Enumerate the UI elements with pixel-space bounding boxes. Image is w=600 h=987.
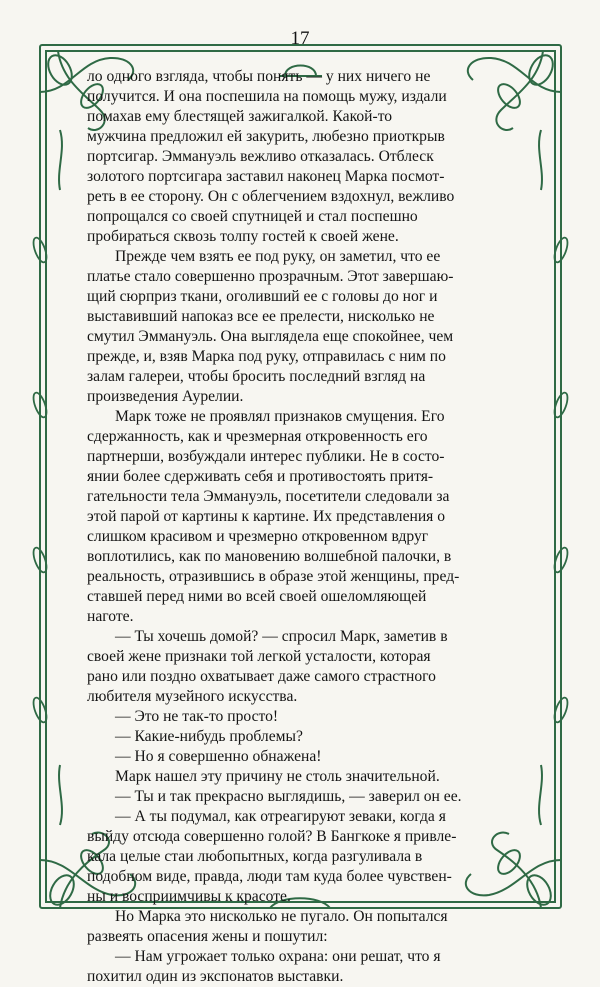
text-line: золотого портсигара заставил наконец Марка посмот- [87, 168, 445, 185]
text-line: попрощался со своей спутницей и стал поспешно [87, 208, 418, 225]
text-line: пробираться сквозь толпу гостей к своей жене. [87, 228, 399, 245]
text-line: сдержанность, как и чрезмерная откровенность его [87, 428, 428, 445]
text-line: реть в ее сторону. Он с облегчением вздохнул, вежливо [87, 188, 455, 205]
text-line: слишком красивом и чрезмерно откровенном вдруг [87, 528, 429, 545]
text-line: рано или поздно охватывает даже самого страстного [87, 668, 436, 685]
text-line: похитил один из экспонатов выставки. [87, 968, 344, 985]
text-line: щий сюрприз ткани, оголивший ее с головы до ног и [87, 288, 438, 305]
text-line: прежде, и, взяв Марка под руку, отправилась с ним по [87, 348, 446, 365]
text-line: платье стало совершенно прозрачным. Этот завершаю- [87, 268, 454, 285]
text-line: Марк тоже не проявлял признаков смущения. Его [115, 408, 445, 425]
text-line: своей жене признаки той легкой усталости, которая [87, 648, 431, 665]
text-line: получится. И она поспешила на помощь мужу, издали [87, 88, 447, 105]
text-line: мужчина предложил ей закурить, любезно приоткрыв [87, 128, 445, 145]
text-line: выйду отсюда совершенно голой? В Бангкоке я привле- [87, 828, 457, 845]
text-line: янии более сдерживать себя и противостоять притя- [87, 468, 434, 485]
text-line: ло одного взгляда, чтобы понять — у них ничего не [87, 68, 431, 85]
text-line: — Какие-нибудь проблемы? [115, 728, 303, 745]
text-line: — Это не так-то просто! [115, 708, 279, 725]
text-line: наготе. [87, 608, 134, 625]
text-line: Но Марка это нисколько не пугало. Он попытался [115, 908, 448, 925]
text-line: реальность, отразившись в образе этой женщины, пред- [87, 568, 460, 585]
text-line: подобном виде, правда, люди там куда более чувствен- [87, 868, 452, 885]
text-line: — А ты подумал, как отреагируют зеваки, когда я [115, 808, 446, 825]
text-line: выставивший напоказ все ее прелести, нисколько не [87, 308, 435, 325]
text-line: ставшей перед ними во всей своей ошеломляющей [87, 588, 427, 605]
text-line: воплотились, как по мановению волшебной палочки, в [87, 548, 452, 565]
text-line: — Нам угрожает только охрана: они решат, что я [115, 948, 441, 965]
text-line: кала целые стаи любопытных, когда разгуливала в [87, 848, 423, 865]
text-line: — Но я совершенно обнажена! [115, 748, 322, 765]
text-line: смутил Эммануэль. Она выглядела еще спокойнее, чем [87, 328, 454, 345]
text-line: ны и восприимчивы к красоте. [87, 888, 291, 905]
text-line: партнерши, возбуждали интерес публики. Не в состо- [87, 448, 445, 465]
text-line: залам галереи, чтобы бросить последний взгляд на [87, 368, 426, 385]
text-line: портсигар. Эммануэль вежливо отказалась. Отблеск [87, 148, 434, 165]
text-line: любителя музейного искусства. [87, 688, 298, 705]
text-line: этой парой от картины к картине. Их представления о [87, 508, 446, 525]
text-line: помахав ему блестящей зажигалкой. Какой-то [87, 108, 393, 125]
body-text [87, 67, 515, 987]
text-line: — Ты и так прекрасно выглядишь, — заверил он ее. [115, 788, 462, 805]
text-line: — Ты хочешь домой? — спросил Марк, заметив в [115, 628, 448, 645]
text-line: Марк нашел эту причину не столь значительной. [115, 768, 440, 785]
text-line: Прежде чем взять ее под руку, он заметил, что ее [115, 248, 441, 265]
page-number: 17 [290, 28, 310, 49]
text-line: развеять опасения жены и пошутил: [87, 928, 328, 945]
text-line: произведения Аурелии. [87, 388, 244, 405]
text-line: гательности тела Эммануэль, посетители следовали за [87, 488, 450, 505]
